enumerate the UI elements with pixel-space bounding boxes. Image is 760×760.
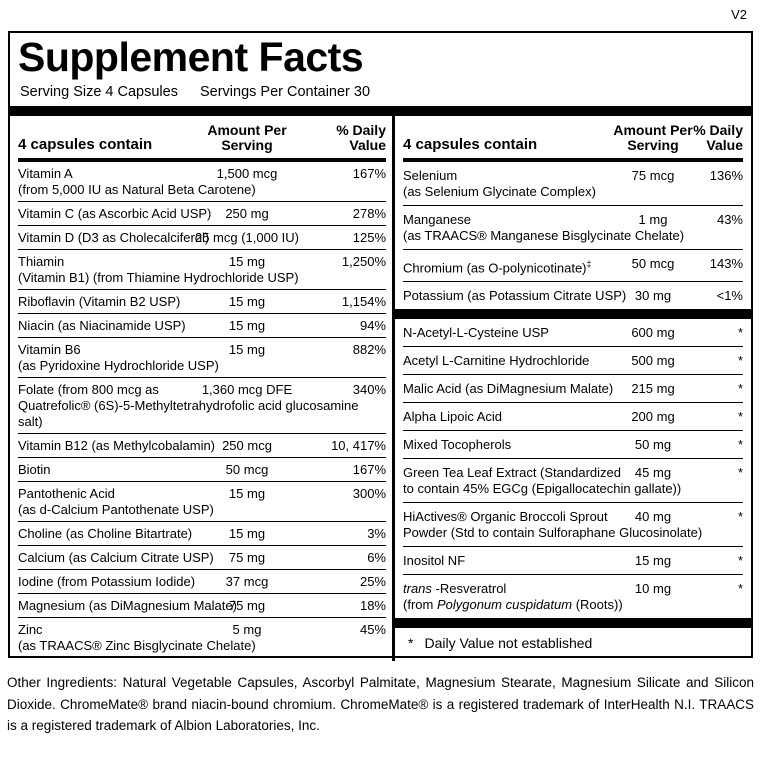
ingredient-name: Magnesium (as DiMagnesium Malate) <box>18 597 237 613</box>
supplement-facts-panel <box>8 31 753 658</box>
ingredient-subtext: (as TRAACS® Manganese Bisglycinate Chelate) <box>403 227 685 243</box>
amount-value: 50 mcg <box>631 255 675 271</box>
table-row <box>18 313 386 337</box>
daily-value: 25% <box>359 573 386 589</box>
amount-value: 15 mg <box>228 317 266 333</box>
ingredient-subtext: (from 5,000 IU as Natural Beta Carotene) <box>18 181 256 197</box>
table-row <box>403 430 743 458</box>
daily-value: 3% <box>367 525 386 541</box>
ingredient-subtext: (as TRAACS® Zinc Bisglycinate Chelate) <box>18 637 256 653</box>
table-row <box>18 569 386 593</box>
right-rows <box>403 162 743 628</box>
amount-value: 600 mg <box>631 324 675 340</box>
ingredient-name: Selenium <box>403 167 458 183</box>
daily-value: 143% <box>709 255 743 271</box>
ingredient-subtext: (as Selenium Glycinate Complex) <box>403 183 596 199</box>
daily-value: 1,250% <box>341 253 386 269</box>
table-row <box>18 289 386 313</box>
amount-value: 500 mg <box>631 352 675 368</box>
amount-header: Amount Per Serving <box>207 122 287 153</box>
ingredient-subtext: to contain 45% EGCg (Epigallocatechin gallate)) <box>403 480 682 496</box>
ingredient-name: Choline (as Choline Bitartrate) <box>18 525 193 541</box>
amount-value: 40 mg <box>634 508 672 524</box>
table-row <box>18 201 386 225</box>
footnote-text: Daily Value not established <box>424 635 593 652</box>
daily-value-header: % Daily Value <box>336 122 386 153</box>
table-row <box>18 593 386 617</box>
table-row <box>403 458 743 502</box>
thick-divider <box>395 309 751 319</box>
ingredient-name: N-Acetyl-L-Cysteine USP <box>403 324 549 340</box>
amount-value: 1 mg <box>638 211 668 227</box>
amount-value: 15 mg <box>228 485 266 501</box>
ingredient-name: Vitamin C (as Ascorbic Acid USP) <box>18 205 212 221</box>
table-row <box>403 574 743 618</box>
table-row <box>403 502 743 546</box>
daily-value: * <box>737 324 743 340</box>
ingredient-name: HiActives® Organic Broccoli Sprout <box>403 508 608 524</box>
daily-value: * <box>737 552 743 568</box>
table-row <box>403 546 743 574</box>
daily-value: 300% <box>352 485 386 501</box>
daily-value: * <box>737 352 743 368</box>
table-row <box>403 249 743 281</box>
ingredient-subtext: Powder (Std to contain Sulforaphane Glucosinolate) <box>403 524 703 540</box>
daily-value: * <box>737 408 743 424</box>
amount-header: Amount Per Serving <box>613 122 693 153</box>
ingredient-name: Inositol NF <box>403 552 466 568</box>
daily-value: 167% <box>352 461 386 477</box>
servings-per-container: Servings Per Container 30 <box>199 84 371 100</box>
ingredient-name: Vitamin B6 <box>18 341 81 357</box>
daily-value: 43% <box>716 211 743 227</box>
version-label: V2 <box>731 7 747 22</box>
ingredient-name: Alpha Lipoic Acid <box>403 408 503 424</box>
ingredient-name: Malic Acid (as DiMagnesium Malate) <box>403 380 614 396</box>
table-row <box>18 225 386 249</box>
ingredient-name: Mixed Tocopherols <box>403 436 512 452</box>
table-row <box>18 249 386 289</box>
amount-value: 10 mg <box>634 580 672 596</box>
thick-divider <box>395 618 751 628</box>
ingredient-name: Pantothenic Acid <box>18 485 115 501</box>
amount-value: 1,500 mcg <box>216 165 278 181</box>
table-row <box>403 374 743 402</box>
ingredient-name: Riboflavin (Vitamin B2 USP) <box>18 293 181 309</box>
amount-value: 15 mg <box>228 253 266 269</box>
ingredient-name: Potassium (as Potassium Citrate USP) <box>403 287 627 303</box>
column-header <box>18 116 386 162</box>
table-row <box>403 281 743 309</box>
ingredient-name: Iodine (from Potassium Iodide) <box>18 573 196 589</box>
daily-value: <1% <box>716 287 743 303</box>
ingredient-name: Niacin (as Niacinamide USP) <box>18 317 186 333</box>
amount-value: 250 mcg <box>222 437 272 453</box>
amount-value: 45 mg <box>634 464 672 480</box>
ingredient-name: Folate (from 800 mcg as <box>18 381 159 397</box>
table-row <box>403 346 743 374</box>
amount-value: 75 mg <box>228 597 266 613</box>
left-column <box>10 116 395 661</box>
daily-value: 1,154% <box>341 293 386 309</box>
ingredient-name: Green Tea Leaf Extract (Standardized <box>403 464 621 480</box>
daily-value: * <box>737 436 743 452</box>
ingredient-name: Acetyl L-Carnitine Hydrochloride <box>403 352 590 368</box>
ingredient-name: trans -Resveratrol <box>403 580 507 596</box>
other-ingredients-text: Other Ingredients: Natural Vegetable Capsules, Ascorbyl Palmitate, Magnesium Stearate, Magnesium Silicate and Silicon Dioxide. ChromeMate® brand niacin-bound chromium. ChromeMate® is a registered trademark of InterHealth N.I. TRAACS is a registered trademark of Albion Laboratories, Inc. <box>7 675 754 733</box>
daily-value: 167% <box>352 165 386 181</box>
table-row <box>403 162 743 205</box>
amount-value: 250 mg <box>225 205 269 221</box>
left-rows <box>18 162 386 668</box>
table-row <box>403 319 743 346</box>
daily-value: 340% <box>352 381 386 397</box>
ingredient-name: Chromium (as O-polynicotinate)‡ <box>403 258 592 275</box>
amount-value: 215 mg <box>631 380 675 396</box>
amount-value: 5 mg <box>232 621 262 637</box>
daily-value: * <box>737 380 743 396</box>
amount-value: 15 mg <box>228 525 266 541</box>
table-row <box>18 377 386 433</box>
table-row <box>18 433 386 457</box>
daily-value: 882% <box>352 341 386 357</box>
amount-value: 50 mg <box>634 436 672 452</box>
table-row <box>18 337 386 377</box>
amount-value: 15 mg <box>634 552 672 568</box>
serving-info <box>20 84 751 100</box>
daily-value: 125% <box>352 229 386 245</box>
serving-size: Serving Size 4 Capsules <box>20 84 178 100</box>
daily-value-header: % Daily Value <box>693 122 743 153</box>
daily-value: 94% <box>359 317 386 333</box>
table-row <box>403 402 743 430</box>
column-header <box>403 116 743 162</box>
ingredient-subtext: (as Pyridoxine Hydrochloride USP) <box>18 357 219 373</box>
contain-header: 4 capsules contain <box>18 136 153 153</box>
ingredient-name: Calcium (as Calcium Citrate USP) <box>18 549 214 565</box>
daily-value: 10, 417% <box>331 437 386 453</box>
panel-title: Supplement Facts <box>18 34 364 80</box>
table-row <box>18 617 386 657</box>
footnote-symbol: * <box>408 635 414 652</box>
daily-value: 278% <box>352 205 386 221</box>
facts-table <box>10 116 751 661</box>
amount-value: 25 mcg (1,000 IU) <box>194 229 300 245</box>
table-row <box>18 481 386 521</box>
table-row <box>403 205 743 249</box>
daily-value: 45% <box>359 621 386 637</box>
daily-value: 136% <box>709 167 743 183</box>
ingredient-subtext: Quatrefolic® (6S)-5-Methyltetrahydrofolic acid glucosamine salt) <box>18 397 359 429</box>
amount-value: 50 mcg <box>225 461 269 477</box>
footnote-row <box>403 628 743 651</box>
amount-value: 15 mg <box>228 293 266 309</box>
ingredient-name: Vitamin B12 (as Methylcobalamin) <box>18 437 216 453</box>
ingredient-name: Manganese <box>403 211 471 227</box>
amount-value: 75 mg <box>228 549 266 565</box>
daily-value: * <box>737 464 743 480</box>
amount-value: 15 mg <box>228 341 266 357</box>
daily-value: 18% <box>359 597 386 613</box>
contain-header: 4 capsules contain <box>403 136 538 153</box>
ingredient-subtext: (as d-Calcium Pantothenate USP) <box>18 501 214 517</box>
table-row <box>18 545 386 569</box>
thick-divider <box>10 106 751 116</box>
bottom-spacer <box>18 657 386 668</box>
daily-value: * <box>737 580 743 596</box>
amount-value: 37 mcg <box>225 573 269 589</box>
table-row <box>18 162 386 201</box>
ingredient-subtext: (Vitamin B1) (from Thiamine Hydrochloride USP) <box>18 269 299 285</box>
ingredient-name: Vitamin D (D3 as Cholecalciferol) <box>18 229 210 245</box>
amount-value: 200 mg <box>631 408 675 424</box>
ingredient-name: Zinc <box>18 621 43 637</box>
amount-value: 30 mg <box>634 287 672 303</box>
daily-value: 6% <box>367 549 386 565</box>
right-column <box>395 116 751 661</box>
ingredient-name: Vitamin A <box>18 165 73 181</box>
daily-value: * <box>737 508 743 524</box>
table-row <box>18 457 386 481</box>
amount-value: 1,360 mcg DFE <box>201 381 293 397</box>
ingredient-subtext: (from Polygonum cuspidatum (Roots)) <box>403 596 623 612</box>
amount-value: 75 mcg <box>631 167 675 183</box>
ingredient-name: Thiamin <box>18 253 65 269</box>
ingredient-name: Biotin <box>18 461 51 477</box>
table-row <box>18 521 386 545</box>
